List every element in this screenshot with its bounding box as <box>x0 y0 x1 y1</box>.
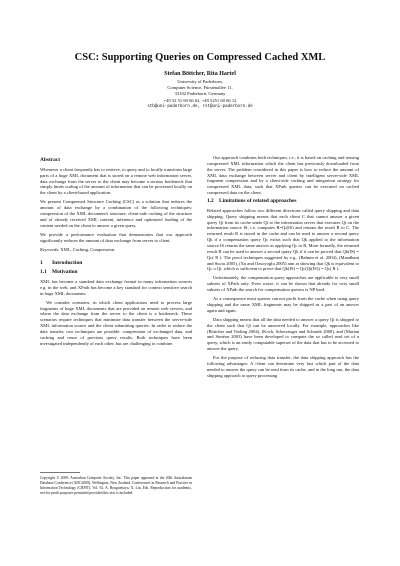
keywords-list: : XML, Caching, Compression. <box>58 246 116 252</box>
subsection-heading <box>207 199 359 205</box>
section-heading <box>40 261 192 267</box>
subsection-heading <box>40 270 192 276</box>
subsection-number: 1.1 <box>40 269 47 276</box>
abstract-paragraph: We provide a performance evaluation that demonstrates that our approach significantly reduces the amount of data exchange from server to client. <box>40 231 192 243</box>
affiliation <box>0 79 400 110</box>
authors: Stefan Böttcher, Rita Hartel <box>164 71 236 77</box>
right-column <box>207 155 359 382</box>
copyright-notice <box>40 472 192 496</box>
body-paragraph: Related approaches follow two different directions called query shipping and data shipping. Query shipping means that each client C that cannot answer a given query Qi from its cache sends Qi to the information server that executes Qi on the information source IS, i.e. computes R=Qi(IS) and returns the result R to C. The returned result R is stored in the cache and can be used to answer a second query Qk if a compensation query Qc exists such that Qk applied to the information source IS returns the same answer as applying Qc to R. More formally, the returned result R can be used to answer a second query Qk if it can be proved that Qk(IS) = Qc( R ). The proof techniques suggested by e.g., (Balmin et al. 2004), (Mandhani and Suciu 2005), (Xu and Ozsoyoglu 2005) aim at showing that Qk is equivalent to Qc o Qi, which is sufficient to prove that Qk(IS) = Qc(Qi(IS)) = Qc( R ). <box>207 207 359 272</box>
abstract-paragraph: We present Compressed Structure Caching (CSC) as a solution that reduces the amount of data exchange by a combination of the following techniques: compression of the XML document's structure, client-side caching of the structure and of already received XML content, inference and optimized loading of the content needed on the client to answer a given query. <box>40 199 192 228</box>
body-paragraph: As a consequence most queries can not profit from the cache when using query shipping and the same XML fragments may be shipped as a part of an answer again and again. <box>207 296 359 313</box>
section-number: 1 <box>40 260 43 267</box>
affiliation-line: University of Paderborn, <box>177 79 223 84</box>
subsection-title: Limitations of related approaches <box>219 198 297 205</box>
paper-title: CSC: Supporting Queries on Compressed Cached XML <box>74 52 326 63</box>
footnote-rule <box>40 472 80 473</box>
body-paragraph: Our approach combines both techniques, i.e., it is based on caching and reusing compressed XML information which the client has previously downloaded from the server. The problem considered in this paper is how to reduce the amount of XML data exchange between server and client by intelligent server-side XML fragment compression and by a client-side caching and integration strategy for compressed XML data, such that XPath queries can be executed on cached compressed data on the client. <box>207 155 359 196</box>
keywords-label: Keywords <box>40 246 59 252</box>
affiliation-line: 33102 Paderborn, Germany <box>174 91 226 97</box>
body-paragraph: Unfortunately, the compensation query approaches are applicable to very small subsets of XPath only. Even worse, it can be shown that already for very small subsets of XPath the search for compensation queries is NP hard. <box>207 275 359 293</box>
affiliation-line: Computer Science, Fürstenallee 11, <box>167 85 233 91</box>
subsection-number: 1.2 <box>207 198 214 205</box>
left-column <box>40 155 192 350</box>
section-title: Introduction <box>52 260 83 267</box>
abstract-heading: Abstract <box>40 157 61 163</box>
author-emails: stb@uni-paderborn.de, rst@uni-paderborn.de <box>147 104 253 109</box>
keywords <box>40 247 192 253</box>
body-paragraph: We consider scenarios, in which client applications need to process large fragments of huge XML documents that are provided on remote web servers, and where the data exchange from the server to the client is a bottleneck. These scenarios require techniques that minimize data transfer between the server-side XML information source and the client submitting queries. In order to reduce the data transfer, two techniques are possible: compression of exchanged data, and caching and reuse of previous query results. Both techniques have been investigated independently of each other, but are challenging to combine. <box>40 299 192 346</box>
abstract-paragraph: Whenever a client frequently has to retrieve, to query and to locally transform large parts of a huge XML document that is stored on a remote web information server, data exchange from the server to the client may become a serious bottleneck that simply limits scaling of the amount of information that can be processed locally on the client by a client-based application. <box>40 166 192 196</box>
body-paragraph: XML has become a standard data exchange format in many information sources e.g. in the web, and XPath has become a key standard for context sensitive search in huge XML documents. <box>40 279 192 296</box>
body-paragraph: Data shipping means that all the data needed to answer a query Qi is shipped to the client such that Qi can be answered locally. For example, approaches like (Böttcher and Türling 2004), (Koch, Scherzinger and Schmidt 2008), and (Marian and Siméon 2003) have been developed to compute the so called read set of a query, which is an easily computable superset of the data that has to be accessed to answer the query. <box>207 316 359 352</box>
affiliation-line: +49 52 51 60 66 62, +49 5251 60 66 12 <box>163 97 237 103</box>
subsection-title: Motivation <box>52 269 78 276</box>
copyright-text: Copyright © 2009, Australian Computer Society, Inc. This paper appeared at the 20th Australasian Database Conference (ADC2009), Wellington, New Zealand. Conferences in Research and Practice in Information Technology (CRPIT), Vol. 92. A. Bouguettaya, X. Lin, Eds. Reproduction for academic, not-for profit purposes permitted provided this text is included. <box>40 476 192 495</box>
body-paragraph: For the purpose of reducing data transfer, the data shipping approach has the following advantages: A client can determine very fast which part of the data needed to answer the query can be read from its cache, and in the long run, the data shipping approach to query processing <box>207 355 359 378</box>
